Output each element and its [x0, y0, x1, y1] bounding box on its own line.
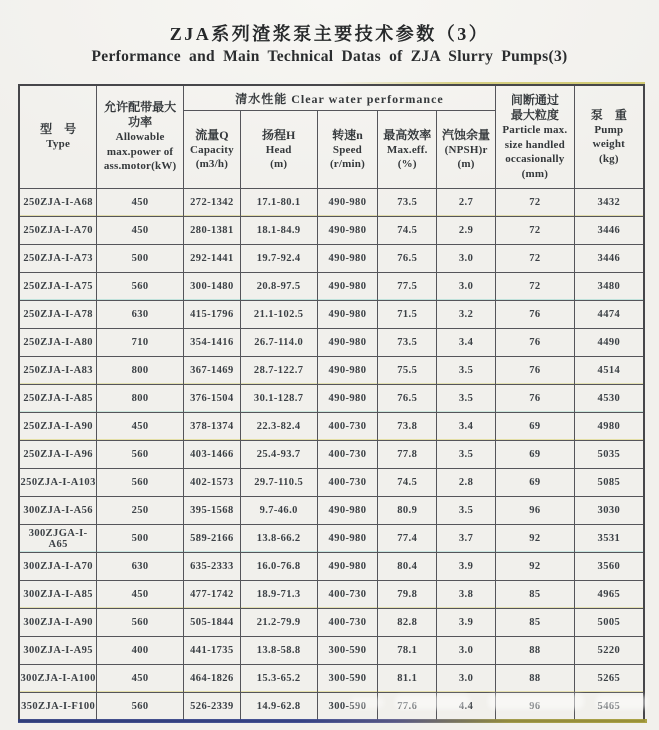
cell-model: 300ZJA-I-A70 [19, 553, 97, 581]
cell-particle: 92 [495, 525, 574, 553]
cell-head: 21.2-79.9 [240, 609, 317, 637]
table-row [19, 693, 644, 721]
cell-maxeff: 81.1 [378, 665, 437, 693]
col-header-weight-en1: Pump [594, 123, 624, 136]
cell-particle: 96 [495, 497, 574, 525]
col-header-capacity [183, 111, 240, 189]
col-header-weight-unit: (kg) [598, 152, 619, 165]
col-header-capacity-en: Capacity [190, 143, 234, 156]
cell-weight: 4530 [574, 385, 644, 413]
col-header-particle-en3: occasionally [505, 153, 565, 165]
cell-capacity: 526-2339 [183, 693, 240, 721]
cell-power: 500 [97, 525, 184, 553]
cell-particle: 76 [495, 385, 574, 413]
cell-head: 21.1-102.5 [240, 301, 317, 329]
cell-power: 560 [97, 441, 184, 469]
col-header-power-en1: Allowable [115, 131, 165, 144]
cell-model: 300ZJA-I-A95 [19, 637, 97, 665]
col-header-speed-unit: (r/min) [329, 158, 365, 170]
cell-weight: 3446 [574, 245, 644, 273]
cell-maxeff: 80.4 [378, 553, 437, 581]
cell-power: 630 [97, 301, 184, 329]
cell-speed: 490-980 [317, 217, 378, 245]
col-header-npsh-en: (NPSH)r [444, 143, 488, 156]
cell-model: 300ZJGA-I-A65 [19, 525, 97, 553]
cell-weight: 3446 [574, 217, 644, 245]
table-row [19, 413, 644, 441]
cell-weight: 3432 [574, 189, 644, 217]
cell-model: 250ZJA-I-A80 [19, 329, 97, 357]
col-header-particle-en2: size handled [504, 138, 565, 151]
page-subtitle: Performance and Main Technical Datas of ZJA Slurry Pumps(3) [91, 48, 568, 65]
cell-capacity: 505-1844 [183, 609, 240, 637]
cell-speed: 400-730 [317, 413, 378, 441]
cell-npsh: 3.4 [437, 413, 496, 441]
cell-power: 560 [97, 693, 184, 721]
cell-weight: 5265 [574, 665, 644, 693]
col-header-type-cn: 型 号 [40, 122, 77, 137]
cell-power: 450 [97, 413, 184, 441]
cell-particle: 85 [495, 581, 574, 609]
cell-capacity: 395-1568 [183, 497, 240, 525]
cell-npsh: 2.8 [437, 469, 496, 497]
cell-particle: 96 [495, 693, 574, 721]
cell-maxeff: 71.5 [378, 301, 437, 329]
cell-power: 800 [97, 357, 184, 385]
cell-capacity: 635-2333 [183, 553, 240, 581]
cell-speed: 490-980 [317, 385, 378, 413]
cell-maxeff: 77.6 [378, 693, 437, 721]
page-title: ZJA系列渣浆泵主要技术参数（3） [169, 24, 490, 44]
cell-capacity: 415-1796 [183, 301, 240, 329]
cell-power: 630 [97, 553, 184, 581]
cell-npsh: 3.0 [437, 273, 496, 301]
spec-table [18, 84, 645, 722]
cell-model: 250ZJA-I-A83 [19, 357, 97, 385]
col-header-npsh-unit: (m) [457, 158, 475, 170]
cell-speed: 490-980 [317, 329, 378, 357]
table-row [19, 245, 644, 273]
cell-speed: 400-730 [317, 581, 378, 609]
cell-particle: 92 [495, 553, 574, 581]
cell-speed: 300-590 [317, 665, 378, 693]
cell-power: 500 [97, 245, 184, 273]
cell-maxeff: 79.8 [378, 581, 437, 609]
cell-capacity: 589-2166 [183, 525, 240, 553]
cell-head: 28.7-122.7 [240, 357, 317, 385]
cell-head: 26.7-114.0 [240, 329, 317, 357]
col-header-capacity-unit: (m3/h) [195, 158, 229, 170]
cell-particle: 85 [495, 609, 574, 637]
cell-speed: 490-980 [317, 553, 378, 581]
cell-particle: 69 [495, 441, 574, 469]
table-body [19, 189, 644, 721]
cell-power: 450 [97, 665, 184, 693]
cell-maxeff: 73.8 [378, 413, 437, 441]
table-row [19, 441, 644, 469]
cell-npsh: 2.9 [437, 217, 496, 245]
cell-npsh: 3.5 [437, 441, 496, 469]
cell-capacity: 300-1480 [183, 273, 240, 301]
cell-power: 450 [97, 581, 184, 609]
cell-npsh: 2.7 [437, 189, 496, 217]
col-header-power [97, 85, 184, 189]
col-header-npsh [437, 111, 496, 189]
cell-maxeff: 74.5 [378, 217, 437, 245]
cell-weight: 3480 [574, 273, 644, 301]
cell-capacity: 403-1466 [183, 441, 240, 469]
cell-npsh: 3.0 [437, 245, 496, 273]
cell-power: 400 [97, 637, 184, 665]
cell-maxeff: 74.5 [378, 469, 437, 497]
cell-weight: 5005 [574, 609, 644, 637]
cell-speed: 490-980 [317, 497, 378, 525]
cell-model: 250ZJA-I-A73 [19, 245, 97, 273]
cell-power: 560 [97, 469, 184, 497]
cell-capacity: 477-1742 [183, 581, 240, 609]
col-header-head-unit: (m) [270, 158, 288, 170]
cell-npsh: 3.5 [437, 357, 496, 385]
col-header-speed-cn: 转速n [332, 127, 363, 142]
cell-speed: 490-980 [317, 301, 378, 329]
table-row [19, 329, 644, 357]
col-header-weight-en2: weight [592, 138, 626, 151]
cell-speed: 490-980 [317, 357, 378, 385]
cell-model: 350ZJA-I-F100 [19, 693, 97, 721]
cell-weight: 5465 [574, 693, 644, 721]
cell-maxeff: 75.5 [378, 357, 437, 385]
table-row [19, 469, 644, 497]
col-header-capacity-cn: 流量Q [195, 127, 229, 142]
cell-capacity: 464-1826 [183, 665, 240, 693]
cell-capacity: 272-1342 [183, 189, 240, 217]
cell-particle: 72 [495, 245, 574, 273]
cell-head: 14.9-62.8 [240, 693, 317, 721]
cell-model: 300ZJA-I-A90 [19, 609, 97, 637]
col-header-speed-en: Speed [332, 143, 362, 156]
cell-npsh: 3.7 [437, 525, 496, 553]
cell-model: 250ZJA-I-A96 [19, 441, 97, 469]
cell-head: 9.7-46.0 [240, 497, 317, 525]
cell-capacity: 402-1573 [183, 469, 240, 497]
cell-model: 250ZJA-I-A85 [19, 385, 97, 413]
cell-npsh: 3.5 [437, 385, 496, 413]
col-header-maxeff [378, 111, 437, 189]
cell-weight: 5035 [574, 441, 644, 469]
col-header-maxeff-unit: (%) [397, 158, 417, 170]
cell-head: 17.1-80.1 [240, 189, 317, 217]
col-header-maxeff-en: Max.eff. [386, 143, 428, 156]
col-header-power-en2: max.power of [106, 145, 174, 158]
cell-capacity: 441-1735 [183, 637, 240, 665]
col-header-power-cn2: 功率 [128, 115, 153, 130]
cell-head: 15.3-65.2 [240, 665, 317, 693]
table-row [19, 665, 644, 693]
scan-artifact-top-edge [330, 82, 645, 84]
cell-head: 13.8-66.2 [240, 525, 317, 553]
table-row [19, 525, 644, 553]
col-header-weight [574, 85, 644, 189]
cell-speed: 490-980 [317, 525, 378, 553]
cell-speed: 490-980 [317, 245, 378, 273]
cell-weight: 3560 [574, 553, 644, 581]
cell-capacity: 367-1469 [183, 357, 240, 385]
table-row [19, 581, 644, 609]
cell-head: 25.4-93.7 [240, 441, 317, 469]
col-header-head [240, 111, 317, 189]
table-row [19, 217, 644, 245]
cell-particle: 76 [495, 357, 574, 385]
cell-speed: 300-590 [317, 693, 378, 721]
col-header-particle-cn2: 最大粒度 [510, 108, 559, 122]
cell-model: 250ZJA-I-A70 [19, 217, 97, 245]
col-header-power-cn1: 允许配带最大 [104, 100, 177, 115]
cell-model: 250ZJA-I-A90 [19, 413, 97, 441]
table-row [19, 357, 644, 385]
cell-weight: 3531 [574, 525, 644, 553]
cell-model: 250ZJA-I-A78 [19, 301, 97, 329]
cell-maxeff: 78.1 [378, 637, 437, 665]
cell-particle: 72 [495, 273, 574, 301]
col-header-weight-cn: 泵 重 [590, 107, 627, 122]
cell-maxeff: 77.5 [378, 273, 437, 301]
cell-maxeff: 73.5 [378, 189, 437, 217]
cell-npsh: 3.4 [437, 329, 496, 357]
table-row [19, 273, 644, 301]
cell-head: 20.8-97.5 [240, 273, 317, 301]
cell-head: 13.8-58.8 [240, 637, 317, 665]
cell-particle: 69 [495, 413, 574, 441]
cell-capacity: 378-1374 [183, 413, 240, 441]
cell-power: 800 [97, 385, 184, 413]
col-header-npsh-cn: 汽蚀余量 [442, 127, 491, 142]
cell-power: 450 [97, 217, 184, 245]
cell-head: 18.1-84.9 [240, 217, 317, 245]
cell-capacity: 292-1441 [183, 245, 240, 273]
scan-artifact-bottom-edge [18, 719, 647, 723]
cell-npsh: 3.5 [437, 497, 496, 525]
cell-particle: 69 [495, 469, 574, 497]
col-header-particle-unit: (mm) [521, 167, 549, 180]
cell-model: 250ZJA-I-A103 [19, 469, 97, 497]
cell-weight: 4474 [574, 301, 644, 329]
table-row [19, 553, 644, 581]
cell-head: 22.3-82.4 [240, 413, 317, 441]
col-header-head-cn: 扬程H [262, 127, 296, 142]
col-header-particle [495, 85, 574, 189]
cell-maxeff: 76.5 [378, 385, 437, 413]
cell-model: 300ZJA-I-A85 [19, 581, 97, 609]
cell-npsh: 3.9 [437, 609, 496, 637]
cell-power: 450 [97, 189, 184, 217]
cell-maxeff: 80.9 [378, 497, 437, 525]
cell-speed: 400-730 [317, 609, 378, 637]
cell-particle: 72 [495, 189, 574, 217]
cell-maxeff: 76.5 [378, 245, 437, 273]
cell-speed: 400-730 [317, 441, 378, 469]
cell-speed: 490-980 [317, 189, 378, 217]
cell-npsh: 3.2 [437, 301, 496, 329]
col-header-maxeff-cn: 最高效率 [383, 127, 432, 142]
col-header-speed [317, 111, 378, 189]
cell-maxeff: 77.8 [378, 441, 437, 469]
col-header-head-en: Head [265, 143, 292, 156]
table-row [19, 637, 644, 665]
cell-speed: 490-980 [317, 273, 378, 301]
cell-head: 16.0-76.8 [240, 553, 317, 581]
cell-weight: 3030 [574, 497, 644, 525]
cell-npsh: 4.4 [437, 693, 496, 721]
cell-model: 300ZJA-I-A100 [19, 665, 97, 693]
table-row [19, 385, 644, 413]
table-row [19, 497, 644, 525]
col-header-type [19, 85, 97, 189]
cell-particle: 88 [495, 665, 574, 693]
cell-npsh: 3.8 [437, 581, 496, 609]
cell-power: 250 [97, 497, 184, 525]
table-row [19, 189, 644, 217]
cell-head: 18.9-71.3 [240, 581, 317, 609]
cell-particle: 88 [495, 637, 574, 665]
cell-capacity: 354-1416 [183, 329, 240, 357]
cell-npsh: 3.0 [437, 637, 496, 665]
table-header [19, 85, 644, 189]
cell-particle: 76 [495, 329, 574, 357]
cell-npsh: 3.9 [437, 553, 496, 581]
cell-head: 30.1-128.7 [240, 385, 317, 413]
col-header-clear-water: 清水性能 Clear water performance [183, 85, 495, 111]
cell-speed: 300-590 [317, 637, 378, 665]
cell-maxeff: 77.4 [378, 525, 437, 553]
col-header-particle-cn1: 间断通过 [510, 93, 559, 107]
cell-weight: 4980 [574, 413, 644, 441]
col-header-type-en: Type [46, 138, 71, 151]
cell-power: 560 [97, 609, 184, 637]
cell-model: 250ZJA-I-A75 [19, 273, 97, 301]
cell-particle: 72 [495, 217, 574, 245]
col-header-power-en3: ass.motor(kW) [103, 160, 177, 173]
cell-npsh: 3.0 [437, 665, 496, 693]
cell-weight: 4490 [574, 329, 644, 357]
cell-weight: 5220 [574, 637, 644, 665]
cell-model: 300ZJA-I-A56 [19, 497, 97, 525]
col-header-particle-en1: Particle max. [502, 124, 568, 136]
cell-power: 560 [97, 273, 184, 301]
cell-capacity: 280-1381 [183, 217, 240, 245]
table-row [19, 301, 644, 329]
cell-head: 29.7-110.5 [240, 469, 317, 497]
cell-capacity: 376-1504 [183, 385, 240, 413]
cell-power: 710 [97, 329, 184, 357]
cell-weight: 4514 [574, 357, 644, 385]
cell-particle: 76 [495, 301, 574, 329]
cell-weight: 5085 [574, 469, 644, 497]
table-row [19, 609, 644, 637]
cell-maxeff: 73.5 [378, 329, 437, 357]
cell-model: 250ZJA-I-A68 [19, 189, 97, 217]
cell-weight: 4965 [574, 581, 644, 609]
cell-head: 19.7-92.4 [240, 245, 317, 273]
cell-maxeff: 82.8 [378, 609, 437, 637]
cell-speed: 400-730 [317, 469, 378, 497]
